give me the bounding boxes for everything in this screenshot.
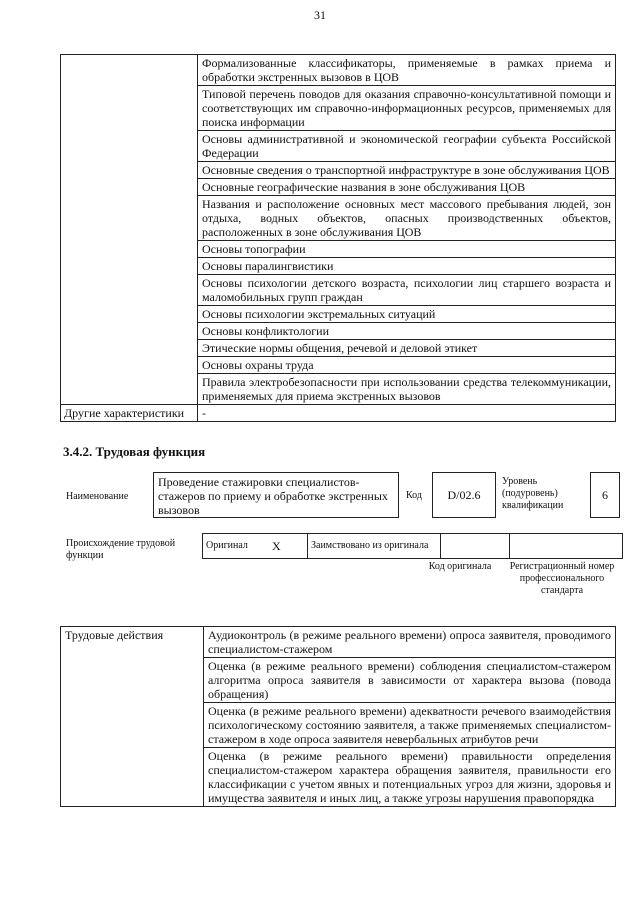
borrowed-label: Заимствовано из оригинала (308, 534, 441, 559)
original-mark: X (269, 534, 308, 559)
table-row (61, 55, 616, 86)
original-code-caption: Код оригинала (428, 561, 492, 572)
other-characteristics-value: - (198, 405, 616, 422)
knowledge-cell: Названия и расположение основных мест массового пребывания людей, зон отдыха, водных объектов, опасных производственных объектов, расположенных в зоне обслуживания ЦОВ (198, 196, 616, 241)
function-code-box: D/02.6 (432, 472, 496, 518)
level-value-box: 6 (590, 472, 620, 518)
knowledge-cell: Основы охраны труда (198, 357, 616, 374)
knowledge-cell: Основы административной и экономической географии субъекта Российской Федерации (198, 131, 616, 162)
actions-table (60, 626, 616, 807)
origin-label: Происхождение трудовой функции (66, 538, 176, 561)
reg-number-cell (510, 534, 623, 559)
action-cell: Оценка (в режиме реального времени) соблюдения специалистом-стажером алгоритма опроса заявителя в зависимости от характера вызова (повода обращения) (204, 658, 616, 703)
knowledge-cell: Правила электробезопасности при использовании средства телекоммуникации, применяемых для приема экстренных вызовов (198, 374, 616, 405)
knowledge-cell: Основные сведения о транспортной инфраструктуре в зоне обслуживания ЦОВ (198, 162, 616, 179)
knowledge-cell: Основы топографии (198, 241, 616, 258)
original-label: Оригинал (203, 534, 270, 559)
knowledge-cell: Формализованные классификаторы, применяемые в рамках приема и обработки экстренных вызовов в ЦОВ (198, 55, 616, 86)
knowledge-cell: Основы психологии экстремальных ситуаций (198, 306, 616, 323)
code-label: Код (406, 490, 422, 501)
actions-label: Трудовые действия (61, 627, 204, 807)
page-number: 31 (314, 8, 326, 22)
function-name-box: Проведение стажировки специалистов-стажеров по приему и обработке экстренных вызовов (153, 472, 399, 518)
action-cell: Аудиоконтроль (в режиме реального времени) опроса заявителя, проводимого специалистом-стажером (204, 627, 616, 658)
knowledge-cell: Основные географические названия в зоне обслуживания ЦОВ (198, 179, 616, 196)
knowledge-cell: Этические нормы общения, речевой и деловой этикет (198, 340, 616, 357)
knowledge-label-cell (61, 55, 198, 405)
knowledge-cell: Типовой перечень поводов для оказания справочно-консультативной помощи и соответствующих им справочно-информационных ресурсов, применяемых для поиска информации (198, 86, 616, 131)
table-row (203, 534, 623, 559)
knowledge-cell: Основы паралингвистики (198, 258, 616, 275)
knowledge-cell: Основы конфликтологии (198, 323, 616, 340)
knowledge-table (60, 54, 616, 422)
other-characteristics-label: Другие характеристики (61, 405, 198, 422)
table-row (61, 405, 616, 422)
action-cell: Оценка (в режиме реального времени) правильности определения специалистом-стажером характера обращения заявителя, правильности его классификации с учетом явных и потенциальных угроз для жизни, здоровья и имущества заявителя и иных лиц, а также угрозы нарушения правопорядка (204, 748, 616, 807)
original-code-cell (441, 534, 510, 559)
action-cell: Оценка (в режиме реального времени) адекватности речевого взаимодействия психологическому состоянию заявителя, а также применяемых специалистом-стажером в ходе опроса заявителя невербальных атрибутов речи (204, 703, 616, 748)
table-row (61, 627, 616, 658)
origin-table (202, 533, 623, 559)
level-label: Уровень (подуровень) квалификации (502, 476, 564, 511)
reg-number-caption: Регистрационный номер профессионального стандарта (509, 561, 615, 596)
section-heading: 3.4.2. Трудовая функция (63, 444, 206, 459)
knowledge-cell: Основы психологии детского возраста, психологии лиц старшего возраста и маломобильных групп граждан (198, 275, 616, 306)
name-label: Наименование (66, 491, 129, 502)
